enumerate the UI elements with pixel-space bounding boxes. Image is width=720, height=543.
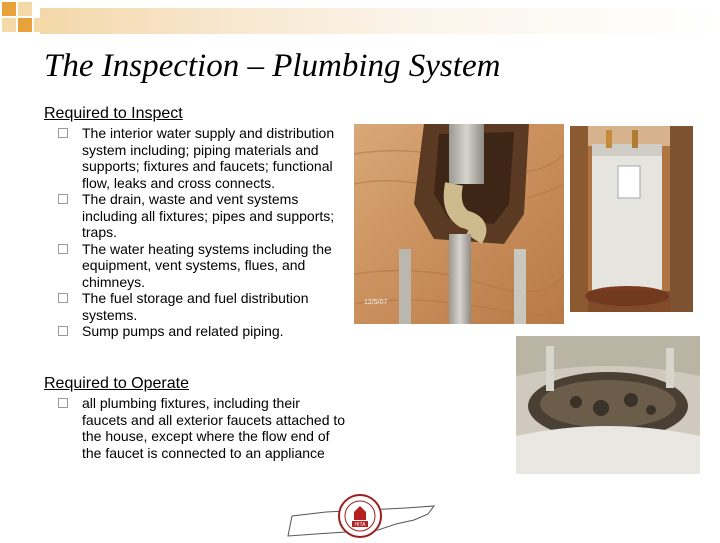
checkbox-bullet-icon — [58, 398, 68, 408]
operate-bullet-list — [82, 395, 347, 461]
accent-square — [34, 18, 48, 32]
pipes-photo — [354, 124, 564, 324]
gradient-bar — [40, 8, 720, 34]
slide-title: The Inspection – Plumbing System — [44, 48, 501, 84]
accent-square — [2, 2, 16, 16]
bullet-item: all plumbing fixtures, including their faucets and all exterior faucets attached to the house, except where the flow end of the faucet is connected to an appliance — [82, 395, 347, 461]
logo-text: HITA — [354, 522, 366, 528]
bullet-item: Sump pumps and related piping. — [82, 323, 347, 340]
section-heading-inspect: Required to Inspect — [44, 105, 183, 122]
checkbox-bullet-icon — [58, 326, 68, 336]
accent-square — [2, 18, 16, 32]
checkbox-bullet-icon — [58, 194, 68, 204]
bullet-item: The interior water supply and distribution system including; piping materials and supports; fixtures and faucets; functional flow, leaks and cross connects. — [82, 125, 347, 191]
water-heater-photo — [570, 126, 693, 312]
accent-square — [18, 2, 32, 16]
inspect-bullet-list — [82, 125, 347, 340]
accent-square — [18, 18, 32, 32]
checkbox-bullet-icon — [58, 293, 68, 303]
checkbox-bullet-icon — [58, 244, 68, 254]
bullet-item: The fuel storage and fuel distribution systems. — [82, 290, 347, 323]
sump-photo — [516, 336, 700, 474]
section-heading-operate: Required to Operate — [44, 375, 189, 392]
bullet-item: The drain, waste and vent systems including all fixtures; pipes and supports; traps. — [82, 191, 347, 241]
photo-date-stamp: 12/5/07 — [364, 299, 388, 306]
title-decoration-bar — [0, 0, 720, 40]
checkbox-bullet-icon — [58, 128, 68, 138]
hita-tennessee-logo — [286, 490, 436, 543]
bullet-item: The water heating systems including the equipment, vent systems, flues, and chimneys. — [82, 241, 347, 291]
